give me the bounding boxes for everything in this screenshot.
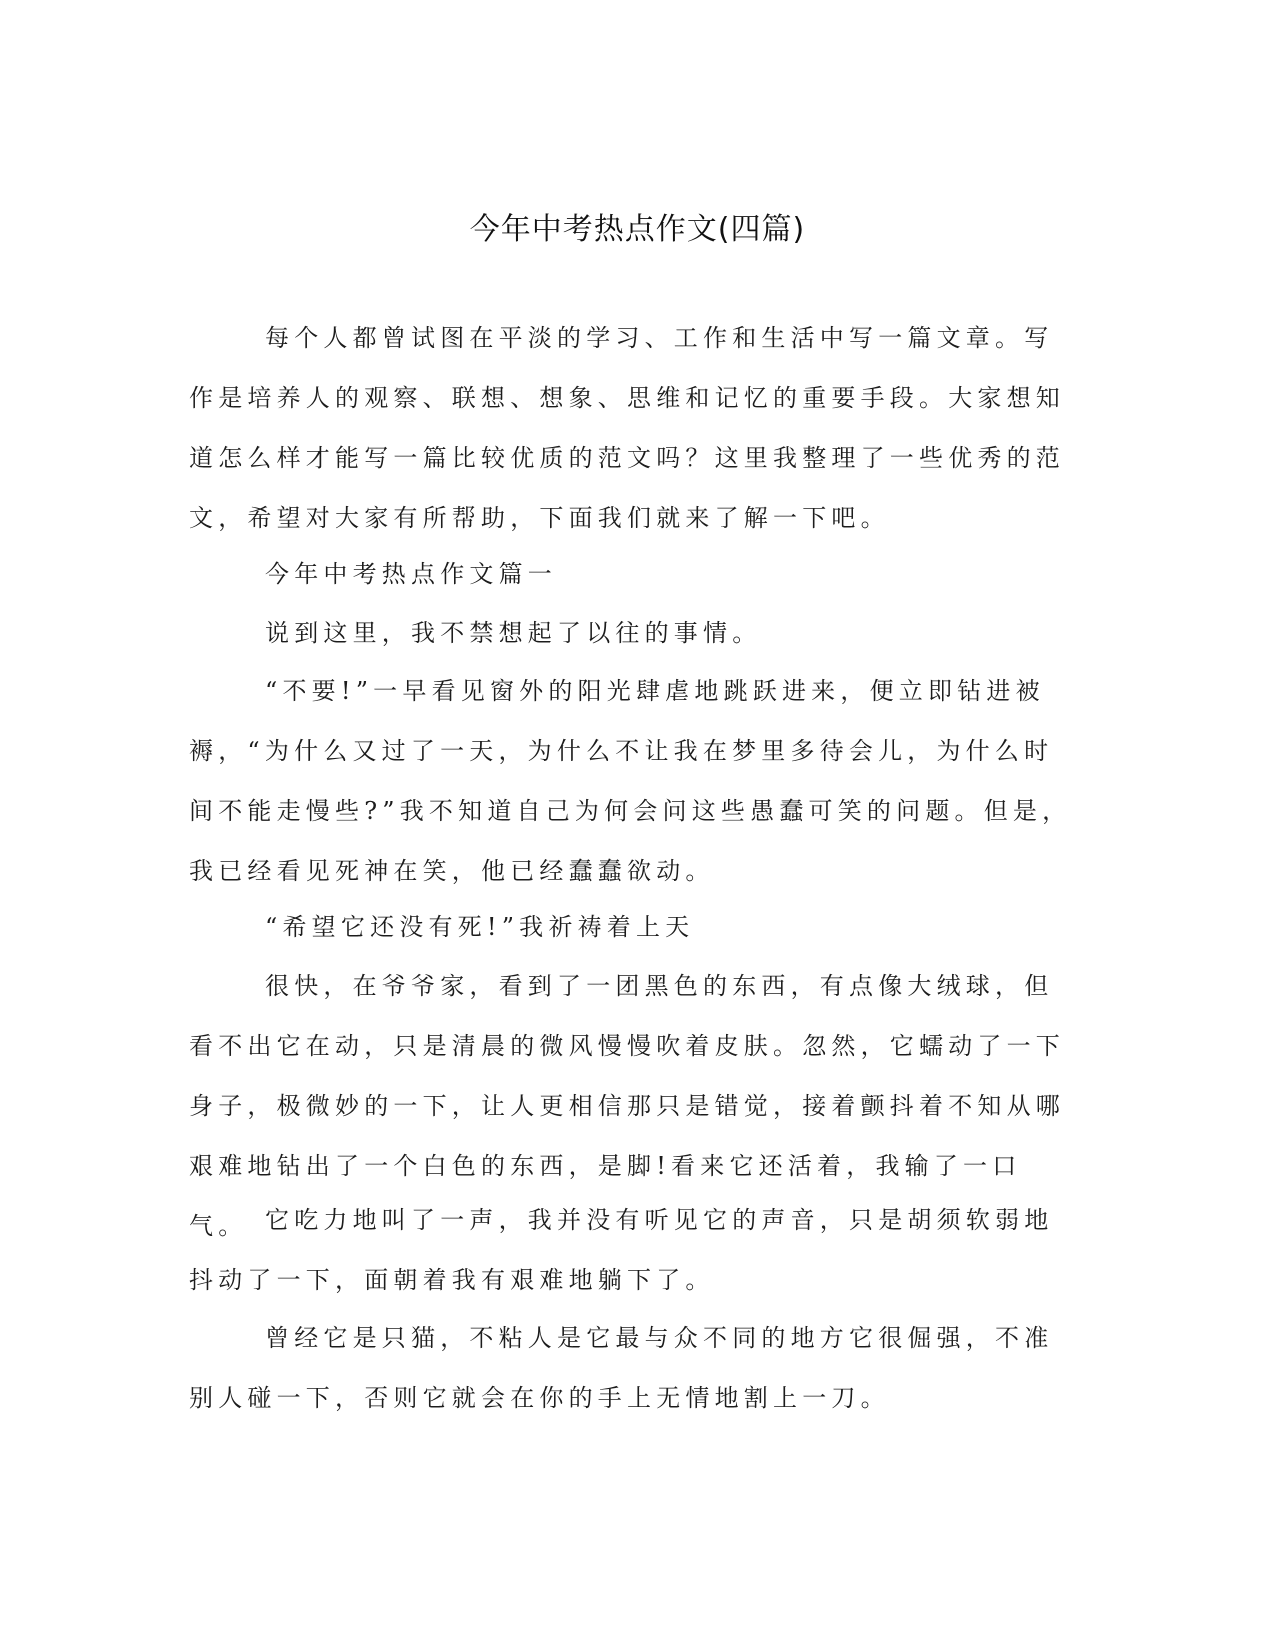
body-paragraph: “不要!”一早看见窗外的阳光肆虐地跳跃进来，便立即钻进被褥，“为什么又过了一天，为什么不让我在梦里多待会儿，为什么时间不能走慢些?”我不知道自己为何会问这些愚蠢可笑的问题。但是，我已经看见死神在笑，他已经蠢蠢欲动。 (189, 677, 1072, 885)
body-paragraph: “希望它还没有死!”我祈祷着上天 (265, 913, 695, 941)
intro-paragraph: 每个人都曾试图在平淡的学习、工作和生活中写一篇文章。写作是培养人的观察、联想、想象、思维和记忆的重要手段。大家想知道怎么样才能写一篇比较优质的范文吗？这里我整理了一些优秀的范文，希望对大家有所帮助，下面我们就来了解一下吧。 (189, 324, 1065, 532)
body-paragraph: 它吃力地叫了一声，我并没有听见它的声音，只是胡须软弱地抖动了一下，面朝着我有艰难地躺下了。 (189, 1206, 1054, 1294)
body-paragraph: 曾经它是只猫，不粘人是它最与众不同的地方它很倔强，不准别人碰一下，否则它就会在你的手上无情地割上一刀。 (189, 1324, 1054, 1412)
document-title: 今年中考热点作文(四篇) (469, 212, 806, 247)
section-heading: 今年中考热点作文篇一 (265, 560, 557, 588)
body-paragraph: 说到这里，我不禁想起了以往的事情。 (265, 619, 762, 647)
body-paragraph: 很快，在爷爷家，看到了一团黑色的东西，有点像大绒球，但看不出它在动，只是清晨的微风慢慢吹着皮肤。忽然，它蠕动了一下身子，极微妙的一下，让人更相信那只是错觉，接着颤抖着不知从哪艰难地钻出了一个白色的东西，是脚!看来它还活着，我输了一口气。 (189, 972, 1065, 1240)
